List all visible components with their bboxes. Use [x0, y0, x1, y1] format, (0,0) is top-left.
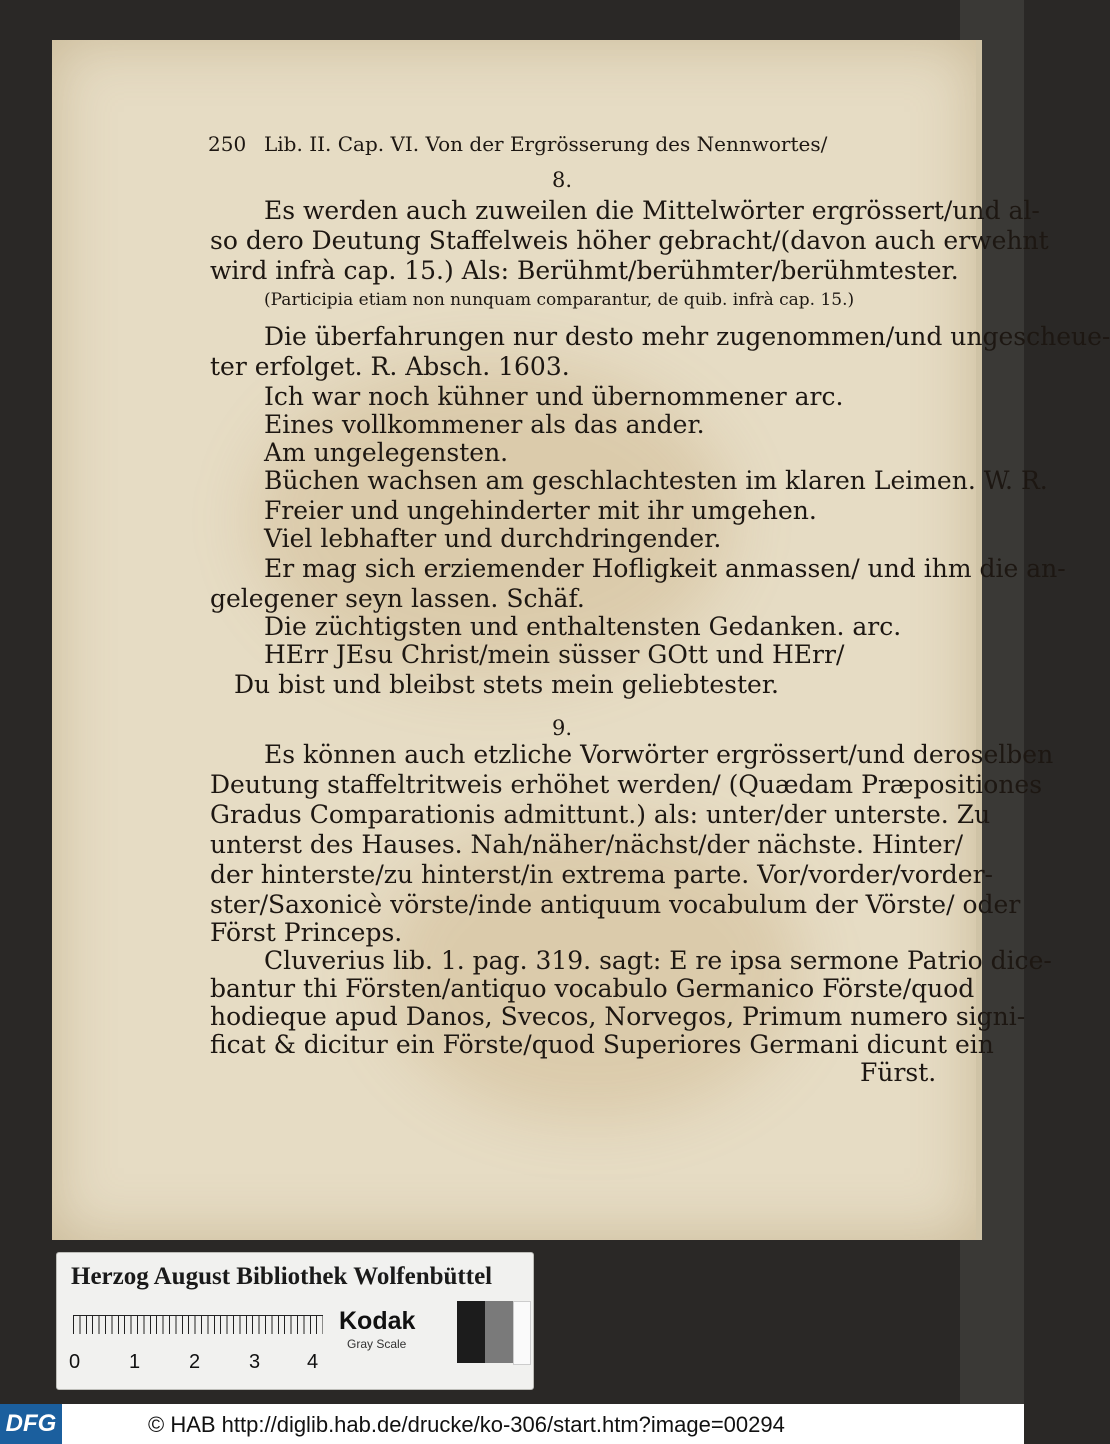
text-line: Es können auch etzliche Vorwörter ergrössert/und deroselben	[264, 740, 1054, 769]
text-line: Freier und ungehinderter mit ihr umgehen.	[264, 496, 817, 525]
text-line: bantur thi Försten/antiquo vocabulo Germanico Förste/quod	[210, 974, 975, 1003]
text-line: Gradus Comparationis admittunt.) als: unter/der unterste. Zu	[210, 800, 991, 829]
text-line: Eines vollkommener als das ander.	[264, 410, 705, 439]
text-line: (Participia etiam non nunquam comparantur, de quib. infrà cap. 15.)	[264, 290, 855, 310]
text-line: hodieque apud Danos, Svecos, Norvegos, Primum numero signi-	[210, 1002, 1026, 1031]
ruler-number: 3	[249, 1351, 261, 1373]
text-line: wird infrà cap. 15.) Als: Berühmt/berühmter/berühmtester.	[210, 256, 959, 285]
ruler-number: 1	[129, 1351, 141, 1373]
kodak-brand: Kodak	[339, 1307, 416, 1335]
text-line: Büchen wachsen am geschlachtesten im klaren Leimen. W. R.	[264, 466, 1048, 495]
page-number: 250	[208, 132, 247, 156]
text-line: ficat & dicitur ein Förste/quod Superiores Germani dicunt ein	[210, 1030, 994, 1059]
text-line: Du bist und bleibst stets mein geliebtester.	[234, 670, 779, 699]
copyright-link[interactable]: © HAB http://diglib.hab.de/drucke/ko-306/start.htm?image=00294	[148, 1412, 785, 1437]
gray-swatch-dark	[457, 1301, 485, 1363]
text-line: Es werden auch zuweilen die Mittelwörter ergrössert/und al-	[264, 196, 1040, 225]
text-line: Am ungelegensten.	[264, 438, 509, 467]
text-line: unterst des Hauses. Nah/näher/nächst/der nächste. Hinter/	[210, 830, 964, 859]
ruler	[73, 1315, 323, 1348]
section-number: 8.	[551, 168, 573, 192]
text-line: ster/Saxonicè vörste/inde antiquum vocabulum der Vörste/ oder	[210, 890, 1021, 919]
text-line: Deutung staffeltritweis erhöhet werden/ (Quædam Præpositiones	[210, 770, 1043, 799]
text-line: gelegener seyn lassen. Schäf.	[210, 584, 585, 613]
text-line: HErr JEsu Christ/mein süsser GOtt und HErr/	[264, 640, 845, 669]
text-line: ter erfolget. R. Absch. 1603.	[210, 352, 570, 381]
text-line: Die überfahrungen nur desto mehr zugenommen/und ungescheue-	[264, 322, 1110, 351]
ruler-number: 2	[189, 1351, 201, 1373]
ruler-number: 0	[69, 1351, 81, 1373]
library-name: Herzog August Bibliothek Wolfenbüttel	[71, 1263, 493, 1290]
text-line: Ich war noch kühner und übernommener arc.	[264, 382, 844, 411]
text-line: Viel lebhafter und durchdringender.	[264, 524, 722, 553]
running-head: Lib. II. Cap. VI. Von der Ergrösserung des Nennwortes/	[264, 132, 828, 156]
text-line: Först Princeps.	[210, 918, 403, 947]
gray-scale-label: Gray Scale	[347, 1337, 407, 1351]
gray-swatch-light	[513, 1301, 531, 1365]
text-line: so dero Deutung Staffelweis höher gebracht/(davon auch erwehnt	[210, 226, 1049, 255]
section-number: 9.	[551, 716, 573, 740]
dfg-logo: DFG	[0, 1404, 62, 1444]
text-line: Fürst.	[860, 1058, 937, 1087]
book-page	[52, 40, 1110, 1240]
text-line: Die züchtigsten und enthaltensten Gedanken. arc.	[264, 612, 902, 641]
text-line: Cluverius lib. 1. pag. 319. sagt: E re ipsa sermone Patrio dice-	[264, 946, 1052, 975]
text-line: Er mag sich erziemender Hofligkeit anmassen/ und ihm die an-	[264, 554, 1066, 583]
gray-scale-card	[56, 1252, 534, 1390]
text-line: der hinterste/zu hinterst/in extrema parte. Vor/vorder/vorder-	[210, 860, 993, 889]
ruler-number: 4	[307, 1351, 319, 1373]
gray-swatch-mid	[485, 1301, 513, 1363]
